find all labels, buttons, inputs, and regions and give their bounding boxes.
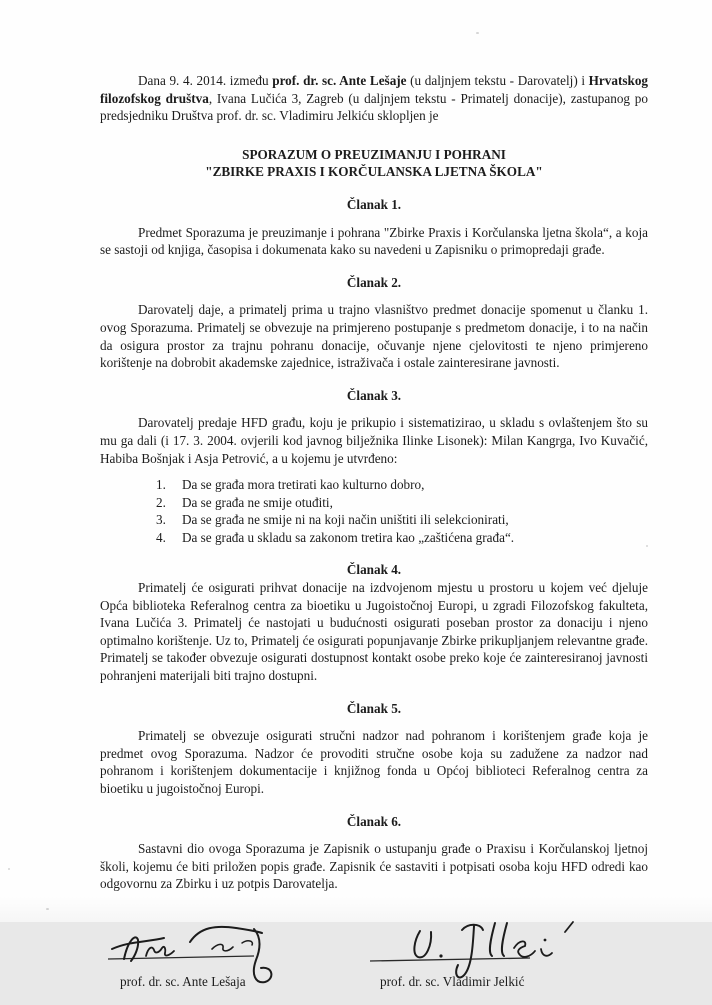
signature-block-primatelj — [368, 915, 608, 991]
list-item-number: 2. — [156, 494, 166, 510]
article-6-heading: Članak 6. — [346, 813, 402, 829]
article-2-heading: Članak 2. — [346, 274, 402, 290]
scan-speck — [8, 868, 10, 870]
list-item — [156, 529, 648, 547]
list-item-text: Da se građa mora tretirati kao kulturno dobro, — [182, 477, 425, 493]
intro-text: (u daljnjem tekstu - Darovatelj) i — [406, 73, 589, 88]
list-item-text: Da se građa ne smije ni na koji način uništiti ili selekcionirati, — [182, 512, 509, 528]
article-3-body: Darovatelj predaje HFD građu, koju je prikupio i sistematizirao, u skladu s ovlaštenjem što su mu ga dali (i 17. 3. 2004. ovjerili kod javnog bilježnika Ilinke Lisonek): Milan Kangrga, Ivo Kuvačić, Habiba Bošnjak i Asja Petrović, a u kojemu je utvrđeno: — [100, 415, 648, 466]
intro-text: , Ivana Lučića 3, Zagreb (u daljnjem tekstu - Primatelj donacije), zastupanog po predsjedniku Društva prof. dr. sc. Vladimiru Jelkiću sklopljen je — [100, 90, 648, 124]
list-item-number: 4. — [156, 529, 166, 545]
list-item-number: 1. — [156, 477, 166, 493]
signature-row — [100, 915, 648, 1005]
document-body — [100, 72, 648, 1005]
article-1-heading: Članak 1. — [346, 196, 402, 212]
donor-name: prof. dr. sc. Ante Lešaje — [272, 73, 407, 88]
article-2-body: Darovatelj daje, a primatelj prima u trajno vlasništvo predmet donacije spomenut u članku 1. ovog Sporazuma. Primatelj se obvezuje na primjereno postupanje s predmetom donacije, i to na način da osigura prostor za trajnu pohranu donacije, očuvanje njene cjelovitosti te njeno primjereno korištenje na dobrobit akademske zajednice, istraživača i ostale zainteresirane javnosti. — [100, 302, 648, 371]
article-5-body: Primatelj se obvezuje osigurati stručni nadzor nad pohranom i korištenjem građe koja je predmet ovog Sporazuma. Nadzor će provoditi stručne osobe koja su zadužene za nadzor nad pohranom i korištenjem dokumentacije i knjižnog fonda u Općoj biblioteci Referalnog centra za bioetiku u jugoistočnoj Europi. — [100, 728, 648, 796]
article-1-body: Predmet Sporazuma je preuzimanje i pohrana "Zbirke Praxis i Korčulanska ljetna škola“, a koja se sastoji od knjiga, časopisa i dokumenata kako su navedeni u Zapisniku o primopredaji građe. — [100, 224, 648, 258]
list-item-text: Da se građa u skladu sa zakonom tretira kao „zaštićena građa“. — [182, 529, 515, 545]
title-line-2: "ZBIRKE PRAXIS I KORČULANSKA LJETNA ŠKOLA" — [205, 164, 543, 180]
intro-paragraph — [100, 72, 648, 125]
document-title — [100, 146, 648, 181]
intro-text: Dana 9. 4. 2014. između — [138, 73, 273, 88]
list-item — [156, 511, 648, 529]
scan-speck — [46, 908, 49, 910]
signature-label-darovatelj: prof. dr. sc. Ante Lešaja — [120, 973, 246, 989]
scan-speck — [476, 32, 479, 34]
article-5-heading: Članak 5. — [346, 700, 402, 716]
signature-label-primatelj: prof. dr. sc. Vladimir Jelkić — [380, 973, 525, 989]
recipient-name: Hrvatskog filozofskog društva — [100, 73, 649, 106]
list-item — [156, 494, 648, 512]
list-item — [156, 476, 648, 494]
article-4-heading: Članak 4. — [346, 562, 402, 578]
article-3-list — [156, 476, 648, 546]
list-item-text: Da se građa ne smije otuđiti, — [182, 494, 333, 510]
signature-block-darovatelj — [102, 915, 302, 991]
article-6-body: Sastavni dio ovoga Sporazuma je Zapisnik o ustupanju građe o Praxisu i Korčulanskoj ljetnoj školi, kojemu će biti priložen popis građe. Zapisnik će sastaviti i potpisati osoba koju HFD odredi kao odgovornu za Zbirku i uz potpis Darovatelja. — [100, 841, 648, 892]
list-item-number: 3. — [156, 512, 166, 528]
article-3-heading: Članak 3. — [346, 387, 402, 403]
article-4-body: Primatelj će osigurati prihvat donacije na izdvojenom mjestu u prostoru u kojem već djeluje Opća biblioteka Referalnog centra za bioetiku u Jugoistočnoj Europi, u zgradi Filozofskog fakulteta, Ivana Lučića 3. Primatelj će nastojati u budućnosti osigurati poseban prostor za donaciju i njeno optimalno korištenje. Uz to, Primatelj će osigurati popunjavanje Zbirke prikupljanjem relevantne građe. Primatelj se također obvezuje osigurati dostupnost kontakt osobe preko koje će zainteresiranoj javnosti pohranjeni materijali biti trajno dostupni. — [100, 580, 648, 684]
title-line-1: SPORAZUM O PREUZIMANJU I POHRANI — [242, 146, 506, 162]
